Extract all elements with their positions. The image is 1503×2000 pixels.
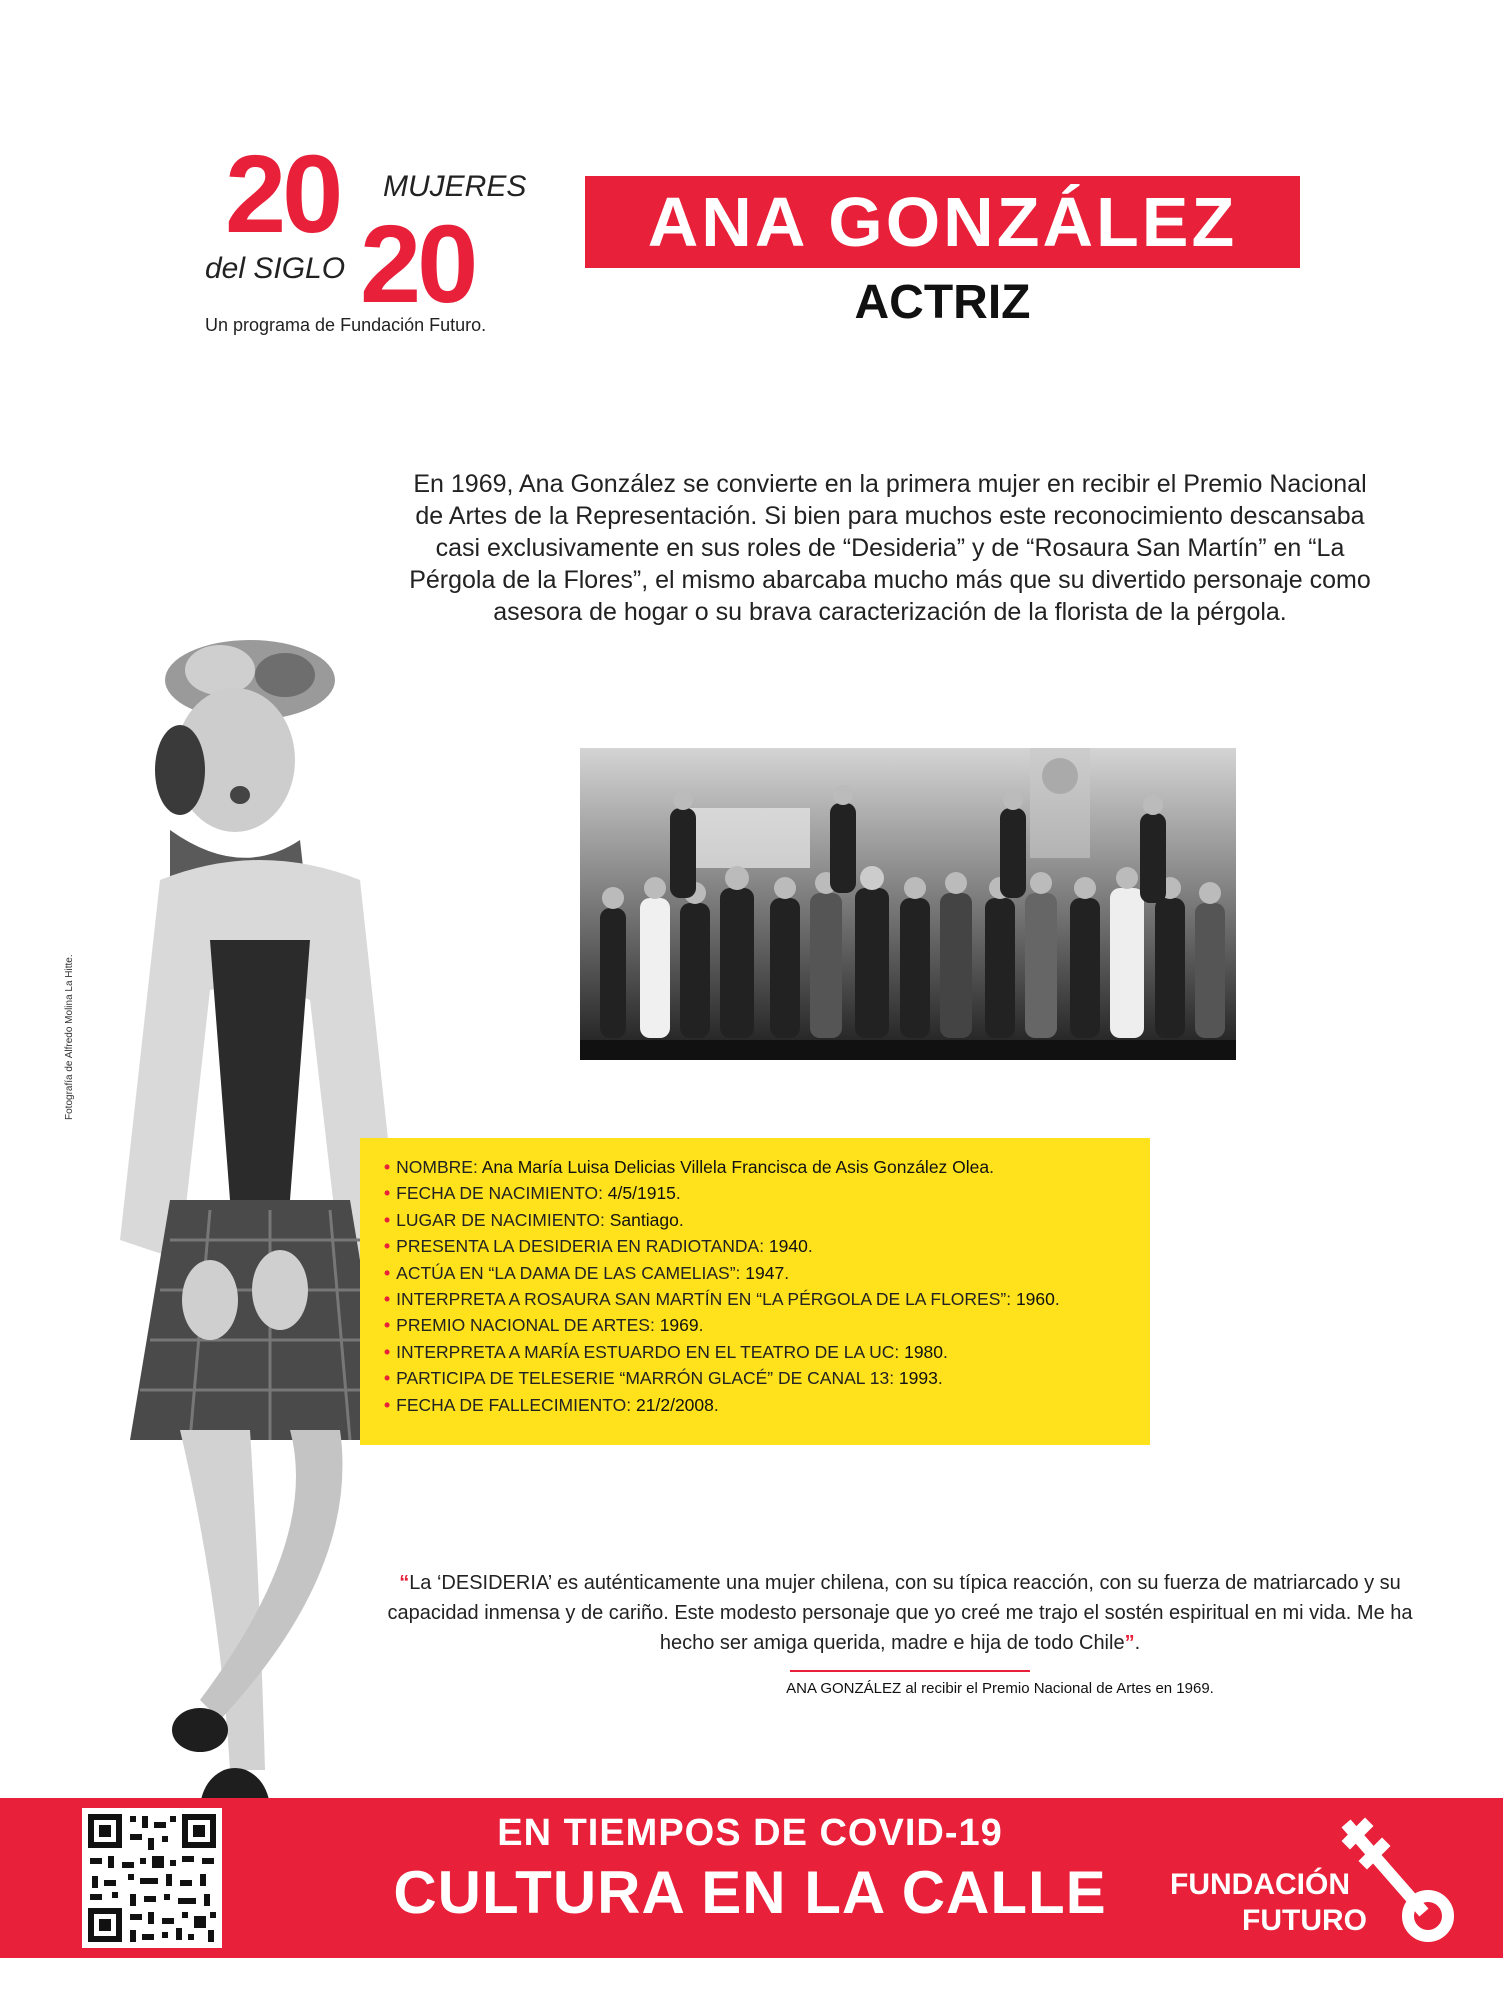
- fact-item: [384, 1207, 1150, 1233]
- facts-list: [360, 1138, 1150, 1418]
- logo-tagline: Un programa de Fundación Futuro.: [205, 315, 487, 335]
- fact-label: LUGAR DE NACIMIENTO:: [396, 1209, 610, 1230]
- footer-line2: CULTURA EN LA CALLE: [393, 1859, 1107, 1926]
- footer-line1: EN TIEMPOS DE COVID-19: [497, 1812, 1003, 1854]
- fact-end: .: [784, 1262, 790, 1283]
- bullet-icon: •: [384, 1368, 391, 1389]
- photo-credit-text: Fotografía de Alfredo Molina La Hitte.: [64, 954, 75, 1120]
- fact-end: .: [698, 1315, 704, 1336]
- intro-paragraph: En 1969, Ana González se convierte en la primera mujer en recibir el Premio Nacional de Artes de la Representación. Si bien para muchos este reconocimiento descansaba casi exclusivamente en sus roles de “Desideria” y de “Rosaura San Martín” en “La Pérgola de la Flores”, el mismo abarcaba mucho más que su divertido personaje como asesora de hogar o su brava caracterización de la florista de la pérgola.: [409, 470, 1371, 626]
- fact-end: .: [678, 1209, 684, 1230]
- logo-siglo: del SIGLO: [205, 252, 346, 285]
- fact-label: PREMIO NACIONAL DE ARTES:: [396, 1315, 660, 1336]
- page-subtitle: ACTRIZ: [854, 276, 1031, 329]
- fact-item: [384, 1286, 1150, 1312]
- fact-label: PRESENTA LA DESIDERIA EN RADIOTANDA:: [396, 1236, 769, 1257]
- fact-label: FECHA DE NACIMIENTO:: [396, 1183, 608, 1204]
- bullet-icon: •: [384, 1209, 391, 1230]
- stage-photo-illustration: [580, 748, 1236, 1060]
- bullet-icon: •: [384, 1394, 391, 1415]
- program-logo: [205, 133, 585, 340]
- fact-value: 1980: [904, 1341, 944, 1362]
- fact-item: [384, 1154, 1150, 1180]
- fact-value: 1960: [1015, 1289, 1055, 1310]
- fact-value: Santiago: [609, 1209, 679, 1230]
- fact-label: FECHA DE FALLECIMIENTO:: [396, 1394, 637, 1415]
- bullet-icon: •: [384, 1236, 391, 1257]
- fact-value: 21/2/2008: [636, 1394, 714, 1415]
- quote-open-mark: “: [399, 1572, 410, 1594]
- bullet-icon: •: [384, 1289, 391, 1310]
- actress-photo: [110, 640, 400, 1970]
- fact-value: 4/5/1915: [607, 1183, 676, 1204]
- fact-end: .: [937, 1368, 943, 1389]
- org-name-line2: FUTURO: [1242, 1904, 1367, 1937]
- fact-end: .: [713, 1394, 719, 1415]
- fact-item: [384, 1365, 1150, 1391]
- fact-label: INTERPRETA A ROSAURA SAN MARTÍN EN “LA PÉRGOLA DE LA FLORES”:: [396, 1289, 1016, 1310]
- fact-value: 1969: [659, 1315, 699, 1336]
- fact-value: 1940: [768, 1236, 808, 1257]
- fact-label: NOMBRE:: [396, 1157, 482, 1177]
- quote-divider: [790, 1670, 1030, 1672]
- org-name-line1: FUNDACIÓN: [1170, 1868, 1350, 1901]
- fact-value: 1947: [745, 1262, 785, 1283]
- qr-code-graphic: [82, 1808, 222, 1948]
- quote-end: .: [1134, 1632, 1141, 1654]
- fact-value: Ana María Luisa Delicias Villela Francisca de Asis González Olea: [481, 1157, 990, 1177]
- quote-block: [385, 1568, 1415, 1658]
- fact-item: [384, 1233, 1150, 1259]
- fact-item: [384, 1260, 1150, 1286]
- bullet-icon: •: [384, 1183, 391, 1204]
- quote-attribution: ANA GONZÁLEZ al recibir el Premio Nacional de Artes en 1969.: [786, 1680, 1214, 1697]
- fact-end: .: [989, 1157, 995, 1177]
- actress-illustration: [110, 640, 400, 1970]
- bullet-icon: •: [384, 1157, 391, 1177]
- qr-code-icon[interactable]: [82, 1808, 222, 1948]
- logo-mujeres: MUJERES: [383, 170, 527, 203]
- fact-end: .: [807, 1236, 813, 1257]
- fact-label: INTERPRETA A MARÍA ESTUARDO EN EL TEATRO DE LA UC:: [396, 1341, 905, 1362]
- fact-item: [384, 1392, 1150, 1418]
- logo-number-bottom: 20: [360, 203, 475, 326]
- quote-close-mark: ”: [1124, 1632, 1135, 1654]
- fact-item: [384, 1339, 1150, 1365]
- stage-photo: [580, 748, 1236, 1060]
- title-banner: [585, 176, 1300, 268]
- facts-box: [360, 1138, 1150, 1445]
- quote-text: La ‘DESIDERIA’ es auténticamente una mujer chilena, con su típica reacción, con su fuerza de matriarcado y su capacidad inmensa y de cariño. Este modesto personaje que yo creé me trajo el sostén espiritual en mi vida. Me ha hecho ser amiga querida, madre e hija de todo Chile: [387, 1572, 1413, 1654]
- fundacion-futuro-logo: [1160, 1808, 1460, 1948]
- fact-label: PARTICIPA DE TELESERIE “MARRÓN GLACÉ” DE CANAL 13:: [396, 1368, 899, 1389]
- fact-value: 1993: [898, 1368, 938, 1389]
- fact-item: [384, 1180, 1150, 1206]
- fact-end: .: [943, 1341, 948, 1362]
- bullet-icon: •: [384, 1341, 391, 1362]
- fact-label: ACTÚA EN “LA DAMA DE LAS CAMELIAS”:: [396, 1262, 746, 1283]
- fact-end: .: [1054, 1289, 1060, 1310]
- photo-credit: [48, 940, 75, 1120]
- fact-item: [384, 1312, 1150, 1338]
- bullet-icon: •: [384, 1262, 391, 1283]
- fact-end: .: [675, 1183, 681, 1204]
- page-title: ANA GONZÁLEZ: [647, 183, 1238, 261]
- bullet-icon: •: [384, 1315, 391, 1336]
- logo-number-top: 20: [225, 133, 340, 256]
